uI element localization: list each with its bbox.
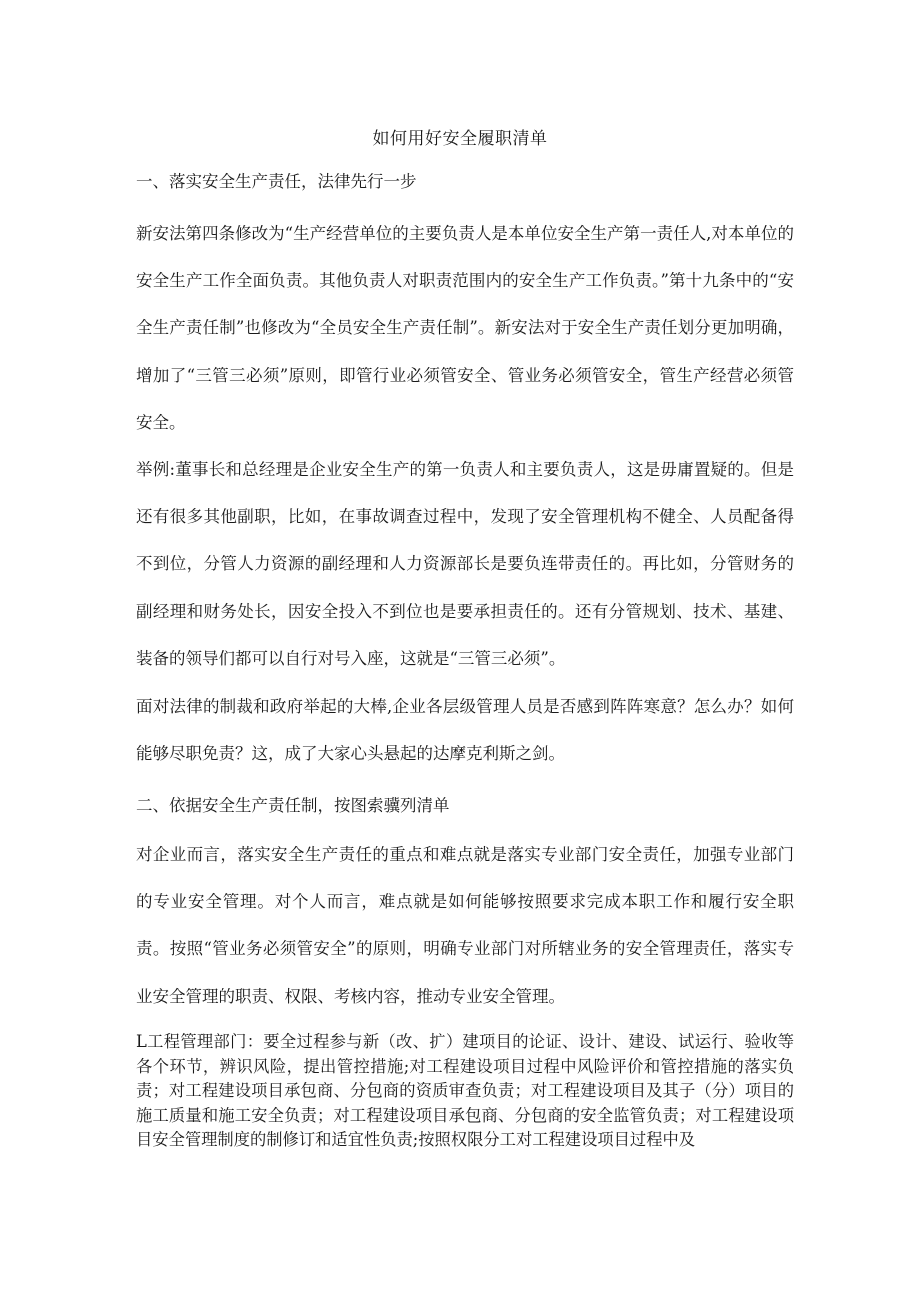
paragraph-example: 举例:董事长和总经理是企业安全生产的第一负责人和主要负责人，这是毋庸置疑的。但是还有很多其他副职，比如，在事故调查过程中，发现了安全管理机构不健全、人员配备得不到位，分管人力资源的副经理和人力资源部长是要负连带责任的。再比如，分管财务的副经理和财务处长，因安全投入不到位也是要承担责任的。还有分管规划、技术、基建、装备的领导们都可以自行对号入座，这就是“三管三必须”。 bbox=[136, 460, 794, 668]
paragraph-question: 面对法律的制裁和政府举起的大棒,企业各层级管理人员是否感到阵阵寒意？怎么办？如何能够尽职免责？这，成了大家心头悬起的达摩克利斯之剑。 bbox=[136, 697, 794, 764]
paragraph-engineering-department: L工程管理部门：要全过程参与新（改、扩）建项目的论证、设计、建设、试运行、验收等各个环节，辨识风险，提出管控措施;对工程建设项目过程中风险评价和管控措施的落实负责；对工程建设项目承包商、分包商的资质审查负责；对工程建设项目及其子（分）项目的施工质量和施工安全负责；对工程建设项目承包商、分包商的安全监管负责；对工程建设项目安全管理制度的制修订和适宜性负责;按照权限分工对工程建设项目过程中及 bbox=[136, 1032, 794, 1149]
section-heading-1: 一、落实安全生产责任，法律先行一步 bbox=[136, 172, 417, 191]
document-title: 如何用好安全履职清单 bbox=[372, 129, 548, 149]
paragraph-department-responsibility: 对企业而言，落实安全生产责任的重点和难点就是落实专业部门安全责任，加强专业部门的专业安全管理。对个人而言，难点就是如何能够按照要求完成本职工作和履行安全职责。按照“管业务必须管安全”的原则，明确专业部门对所辖业务的安全管理责任，落实专业安全管理的职责、权限、考核内容，推动专业安全管理。 bbox=[136, 845, 794, 1006]
paragraph-law-article: 新安法第四条修改为“生产经营单位的主要负责人是本单位安全生产第一责任人,对本单位的安全生产工作全面负责。其他负责人对职责范围内的安全生产工作负责。”第十九条中的“安全生产责任制”也修改为“全员安全生产责任制”。新安法对于安全生产责任划分更加明确，增加了“三管三必须”原则，即管行业必须管安全、管业务必须管安全，管生产经营必须管安全。 bbox=[136, 224, 794, 432]
section-heading-2: 二、依据安全生产责任制，按图索骥列清单 bbox=[136, 796, 450, 815]
